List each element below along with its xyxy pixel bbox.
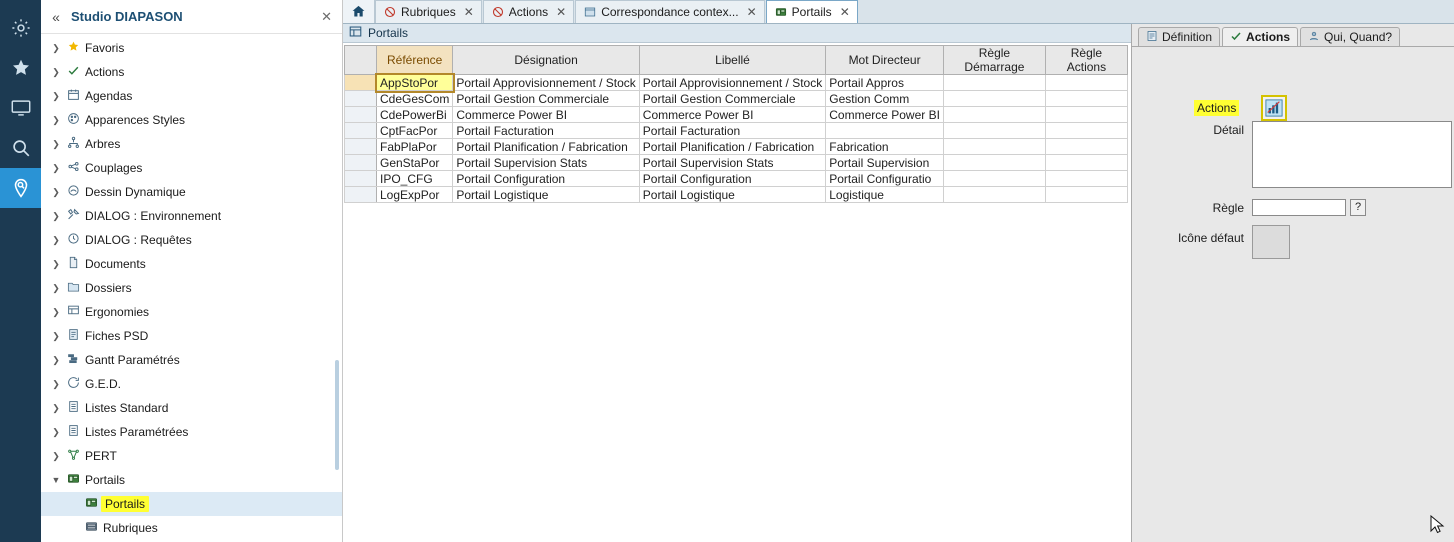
column-header-ref[interactable]: Référence — [377, 46, 453, 75]
cell-rd[interactable] — [943, 123, 1045, 139]
rule-help-button[interactable]: ? — [1350, 199, 1366, 216]
cell-mot[interactable]: Portail Appros — [826, 75, 944, 91]
cell-ra[interactable] — [1045, 187, 1127, 203]
chevron-right-icon[interactable]: ❯ — [52, 378, 60, 389]
who-icon — [1308, 30, 1320, 45]
row-selector[interactable] — [345, 171, 377, 187]
sidebar-item-ergonomies[interactable] — [41, 300, 342, 324]
settings-gear-icon[interactable] — [0, 8, 41, 48]
close-icon[interactable]: ✕ — [321, 8, 332, 24]
default-icon-slot[interactable] — [1252, 225, 1290, 259]
cell-lib[interactable]: Portail Gestion Commerciale — [639, 91, 825, 107]
sidebar-item-label: DIALOG : Environnement — [85, 209, 222, 223]
navigation-tree — [41, 34, 342, 540]
table-row[interactable] — [345, 75, 1128, 91]
table-row[interactable] — [345, 187, 1128, 203]
cell-rd[interactable] — [943, 155, 1045, 171]
column-header-des[interactable]: Désignation — [453, 46, 639, 75]
collapse-sidebar-icon[interactable]: « — [52, 8, 60, 25]
sidebar-item-label: Listes Standard — [85, 401, 169, 415]
cell-ra[interactable] — [1045, 171, 1127, 187]
column-header-ra[interactable]: Règle Actions — [1045, 46, 1127, 75]
explore-pin-search-icon[interactable] — [0, 168, 41, 208]
column-header-lib[interactable]: Libellé — [639, 46, 825, 75]
sidebar-item-label: PERT — [85, 449, 117, 463]
portals-grid — [344, 45, 1128, 203]
cell-des[interactable]: Commerce Power BI — [453, 107, 639, 123]
sidebar-item-dossiers[interactable] — [41, 276, 342, 300]
cell-des[interactable]: Portail Logistique — [453, 187, 639, 203]
sidebar-item-dialog-environnement[interactable] — [41, 204, 342, 228]
folder-icon — [63, 280, 83, 296]
sidebar-item-dessin-dynamique[interactable] — [41, 180, 342, 204]
chevron-right-icon[interactable]: ❯ — [52, 42, 60, 53]
cell-mot[interactable]: Fabrication — [826, 139, 944, 155]
actions-field-row — [1194, 95, 1287, 121]
home-icon[interactable] — [343, 0, 375, 23]
sidebar-item-pert[interactable] — [41, 444, 342, 468]
rule-label: Règle — [1212, 200, 1244, 215]
chevron-right-icon[interactable]: ❯ — [52, 210, 60, 221]
portals-grid-wrapper — [344, 45, 1128, 203]
chevron-right-icon[interactable]: ❯ — [52, 234, 60, 245]
cell-ref[interactable]: GenStaPor — [377, 155, 453, 171]
cell-ra[interactable] — [1045, 139, 1127, 155]
palette-icon — [63, 112, 83, 128]
row-selector[interactable] — [345, 91, 377, 107]
cell-ra[interactable] — [1045, 123, 1127, 139]
definition-icon — [1146, 30, 1158, 45]
grid-header-row — [345, 46, 1128, 75]
cell-mot[interactable]: Gestion Comm — [826, 91, 944, 107]
sidebar-title: Studio DIAPASON — [71, 9, 183, 24]
portal-icon — [775, 6, 787, 18]
cell-rd[interactable] — [943, 75, 1045, 91]
cell-rd[interactable] — [943, 139, 1045, 155]
draw-icon — [63, 184, 83, 200]
forbidden-icon — [492, 6, 504, 18]
tab-correspondance-contex[interactable] — [575, 0, 764, 23]
cell-mot[interactable]: Commerce Power BI — [826, 107, 944, 123]
cell-lib[interactable]: Portail Supervision Stats — [639, 155, 825, 171]
sidebar-item-portails[interactable] — [41, 468, 342, 492]
row-selector[interactable] — [345, 155, 377, 171]
detail-textarea[interactable] — [1252, 121, 1452, 188]
cell-lib[interactable]: Portail Planification / Fabrication — [639, 139, 825, 155]
cell-ref[interactable]: CptFacPor — [377, 123, 453, 139]
sidebar-item-fiches-psd[interactable] — [41, 324, 342, 348]
column-header-rd[interactable]: Règle Démarrage — [943, 46, 1045, 75]
chevron-right-icon[interactable]: ❯ — [52, 114, 60, 125]
sidebar-item-label: Favoris — [85, 41, 125, 55]
chevron-down-icon[interactable]: ▼ — [51, 475, 61, 485]
star-icon — [63, 40, 83, 56]
chevron-right-icon[interactable]: ❯ — [52, 282, 60, 293]
favorites-star-icon[interactable] — [0, 48, 41, 88]
cell-ra[interactable] — [1045, 75, 1127, 91]
row-selector[interactable] — [345, 187, 377, 203]
column-header-mot[interactable]: Mot Directeur — [826, 46, 944, 75]
cell-ref[interactable]: CdePowerBi — [377, 107, 453, 123]
sidebar-item-label: Portails — [85, 473, 126, 487]
sidebar-item-label: G.E.D. — [85, 377, 122, 391]
list-icon — [63, 424, 83, 440]
chevron-right-icon[interactable]: ❯ — [52, 66, 60, 77]
chevron-right-icon[interactable]: ❯ — [52, 258, 60, 269]
sidebar-item-agendas[interactable] — [41, 84, 342, 108]
calendar-icon — [63, 88, 83, 104]
tab-label: Rubriques — [401, 5, 456, 19]
cell-des[interactable]: Portail Planification / Fabrication — [453, 139, 639, 155]
tab-portails[interactable] — [766, 0, 858, 23]
table-row[interactable] — [345, 91, 1128, 107]
cell-lib[interactable]: Portail Facturation — [639, 123, 825, 139]
sidebar-item-label: Dessin Dynamique — [85, 185, 186, 199]
cell-des[interactable]: Portail Approvisionnement / Stock — [453, 75, 639, 91]
sidebar-header — [41, 0, 342, 34]
list-icon — [63, 400, 83, 416]
link-icon — [63, 160, 83, 176]
table-row[interactable] — [345, 107, 1128, 123]
check-icon — [1230, 30, 1242, 45]
sidebar-item-label: Gantt Paramétrés — [85, 353, 180, 367]
card-icon — [63, 328, 83, 344]
search-icon[interactable] — [0, 128, 41, 168]
cell-ra[interactable] — [1045, 107, 1127, 123]
rule-field-row — [1152, 199, 1366, 216]
table-row[interactable] — [345, 155, 1128, 171]
sidebar-item-portails[interactable] — [41, 492, 342, 516]
sidebar-item-label: Fiches PSD — [85, 329, 149, 343]
default-icon-label: Icône défaut — [1177, 231, 1244, 245]
tab-label: Correspondance contex... — [601, 5, 739, 19]
cell-mot[interactable] — [826, 123, 944, 139]
cell-des[interactable]: Portail Supervision Stats — [453, 155, 639, 171]
cell-rd[interactable] — [943, 107, 1045, 123]
properties-tab-actions[interactable] — [1222, 27, 1298, 46]
window-icon — [584, 6, 596, 18]
tab-label: Portails — [791, 5, 832, 19]
check-icon — [63, 64, 83, 80]
cell-ref[interactable]: AppStoPor — [377, 75, 453, 91]
query-icon — [63, 232, 83, 248]
sidebar-item-couplages[interactable] — [41, 156, 342, 180]
chevron-right-icon[interactable]: ❯ — [52, 306, 60, 317]
tree-icon — [63, 136, 83, 152]
cell-lib[interactable]: Commerce Power BI — [639, 107, 825, 123]
properties-tab-d-finition[interactable] — [1138, 27, 1220, 46]
tab-close-icon[interactable]: ✕ — [746, 5, 757, 19]
chevron-right-icon[interactable]: ❯ — [52, 450, 60, 461]
detail-label: Détail — [1213, 123, 1244, 137]
mouse-cursor — [1430, 515, 1446, 538]
cell-rd[interactable] — [943, 187, 1045, 203]
cell-ref[interactable]: FabPlaPor — [377, 139, 453, 155]
cell-mot[interactable]: Portail Configuratio — [826, 171, 944, 187]
tab-close-icon[interactable]: ✕ — [463, 5, 474, 19]
default-icon-field-row — [1152, 225, 1290, 259]
tab-list — [375, 0, 859, 23]
cell-ref[interactable]: IPO_CFG — [377, 171, 453, 187]
forbidden-icon — [384, 6, 396, 18]
portal-icon — [63, 472, 83, 488]
sidebar-item-label: Ergonomies — [85, 305, 150, 319]
grid-icon — [349, 25, 362, 41]
table-row[interactable] — [345, 171, 1128, 187]
sidebar-item-label: Apparences Styles — [85, 113, 186, 127]
properties-tab-list — [1132, 24, 1454, 46]
cell-ref[interactable]: CdeGesCom — [377, 91, 453, 107]
actions-label: Actions — [1194, 100, 1239, 116]
portal-icon — [81, 496, 101, 512]
sidebar-item-label: DIALOG : Requêtes — [85, 233, 192, 247]
cell-ref[interactable]: LogExpPor — [377, 187, 453, 203]
tab-close-icon[interactable]: ✕ — [839, 5, 850, 19]
properties-tab-qui-quand[interactable] — [1300, 27, 1400, 46]
chevron-right-icon[interactable]: ❯ — [52, 354, 60, 365]
sidebar-item-label: Rubriques — [103, 521, 158, 535]
sidebar-item-apparences-styles[interactable] — [41, 108, 342, 132]
sidebar-item-actions[interactable] — [41, 60, 342, 84]
sidebar-scrollbar[interactable] — [335, 360, 339, 470]
row-selector[interactable] — [345, 139, 377, 155]
properties-panel — [1131, 24, 1454, 542]
rule-input[interactable] — [1252, 199, 1346, 216]
cell-lib[interactable]: Portail Approvisionnement / Stock — [639, 75, 825, 91]
chevron-right-icon[interactable]: ❯ — [52, 138, 60, 149]
sidebar — [41, 0, 343, 542]
sidebar-item-label: Arbres — [85, 137, 121, 151]
table-row[interactable] — [345, 139, 1128, 155]
sidebar-item-label: Agendas — [85, 89, 133, 103]
sidebar-item-gantt-param-tr-s[interactable] — [41, 348, 342, 372]
grid-body — [345, 75, 1128, 203]
sidebar-item-listes-standard[interactable] — [41, 396, 342, 420]
chevron-right-icon[interactable]: ❯ — [52, 330, 60, 341]
tab-label: Actions — [508, 5, 549, 19]
sidebar-item-label: Portails — [101, 496, 149, 512]
sidebar-item-rubriques[interactable] — [41, 516, 342, 540]
row-selector[interactable] — [345, 123, 377, 139]
chevron-right-icon[interactable]: ❯ — [52, 402, 60, 413]
sidebar-item-label: Dossiers — [85, 281, 132, 295]
monitor-icon[interactable] — [0, 88, 41, 128]
chevron-right-icon[interactable]: ❯ — [52, 186, 60, 197]
cell-rd[interactable] — [943, 171, 1045, 187]
cell-des[interactable]: Portail Facturation — [453, 123, 639, 139]
cell-ra[interactable] — [1045, 91, 1127, 107]
chevron-right-icon[interactable]: ❯ — [52, 426, 60, 437]
cell-des[interactable]: Portail Configuration — [453, 171, 639, 187]
sidebar-item-documents[interactable] — [41, 252, 342, 276]
detail-field-row — [1152, 121, 1452, 188]
sidebar-item-listes-param-tr-es[interactable] — [41, 420, 342, 444]
properties-tab-label: Actions — [1246, 30, 1291, 44]
gantt-icon — [63, 352, 83, 368]
tab-rubriques[interactable] — [375, 0, 482, 23]
pert-icon — [63, 448, 83, 464]
chevron-right-icon[interactable]: ❯ — [52, 162, 60, 173]
rubrique-icon — [81, 520, 101, 536]
properties-tab-label: Définition — [1162, 30, 1213, 44]
row-selector[interactable] — [345, 107, 377, 123]
sidebar-item-label: Couplages — [85, 161, 143, 175]
sidebar-item-label: Listes Paramétrées — [85, 425, 189, 439]
tab-actions[interactable] — [483, 0, 574, 23]
cell-des[interactable]: Portail Gestion Commerciale — [453, 91, 639, 107]
sidebar-item-dialog-requ-tes[interactable] — [41, 228, 342, 252]
document-icon — [63, 256, 83, 272]
column-header-rowhdr[interactable] — [345, 46, 377, 75]
tab-close-icon[interactable]: ✕ — [556, 5, 567, 19]
properties-panel-body — [1132, 46, 1454, 542]
tab-bar — [343, 0, 1454, 24]
actions-chart-icon-button[interactable] — [1261, 95, 1287, 121]
tools-icon — [63, 208, 83, 224]
cell-mot[interactable]: Logistique — [826, 187, 944, 203]
sidebar-item-arbres[interactable] — [41, 132, 342, 156]
properties-tab-label: Qui, Quand? — [1324, 30, 1393, 44]
cell-mot[interactable]: Portail Supervision — [826, 155, 944, 171]
cell-lib[interactable]: Portail Configuration — [639, 171, 825, 187]
ged-icon — [63, 376, 83, 392]
document-title: Portails — [368, 26, 409, 40]
cell-rd[interactable] — [943, 91, 1045, 107]
table-row[interactable] — [345, 123, 1128, 139]
sidebar-item-g-e-d[interactable] — [41, 372, 342, 396]
cell-lib[interactable]: Portail Logistique — [639, 187, 825, 203]
chevron-right-icon[interactable]: ❯ — [52, 90, 60, 101]
sidebar-item-label: Actions — [85, 65, 125, 79]
icon-rail — [0, 0, 41, 542]
row-selector[interactable] — [345, 75, 377, 91]
cell-ra[interactable] — [1045, 155, 1127, 171]
sidebar-item-favoris[interactable] — [41, 36, 342, 60]
sidebar-item-label: Documents — [85, 257, 146, 271]
ergonomy-icon — [63, 304, 83, 320]
